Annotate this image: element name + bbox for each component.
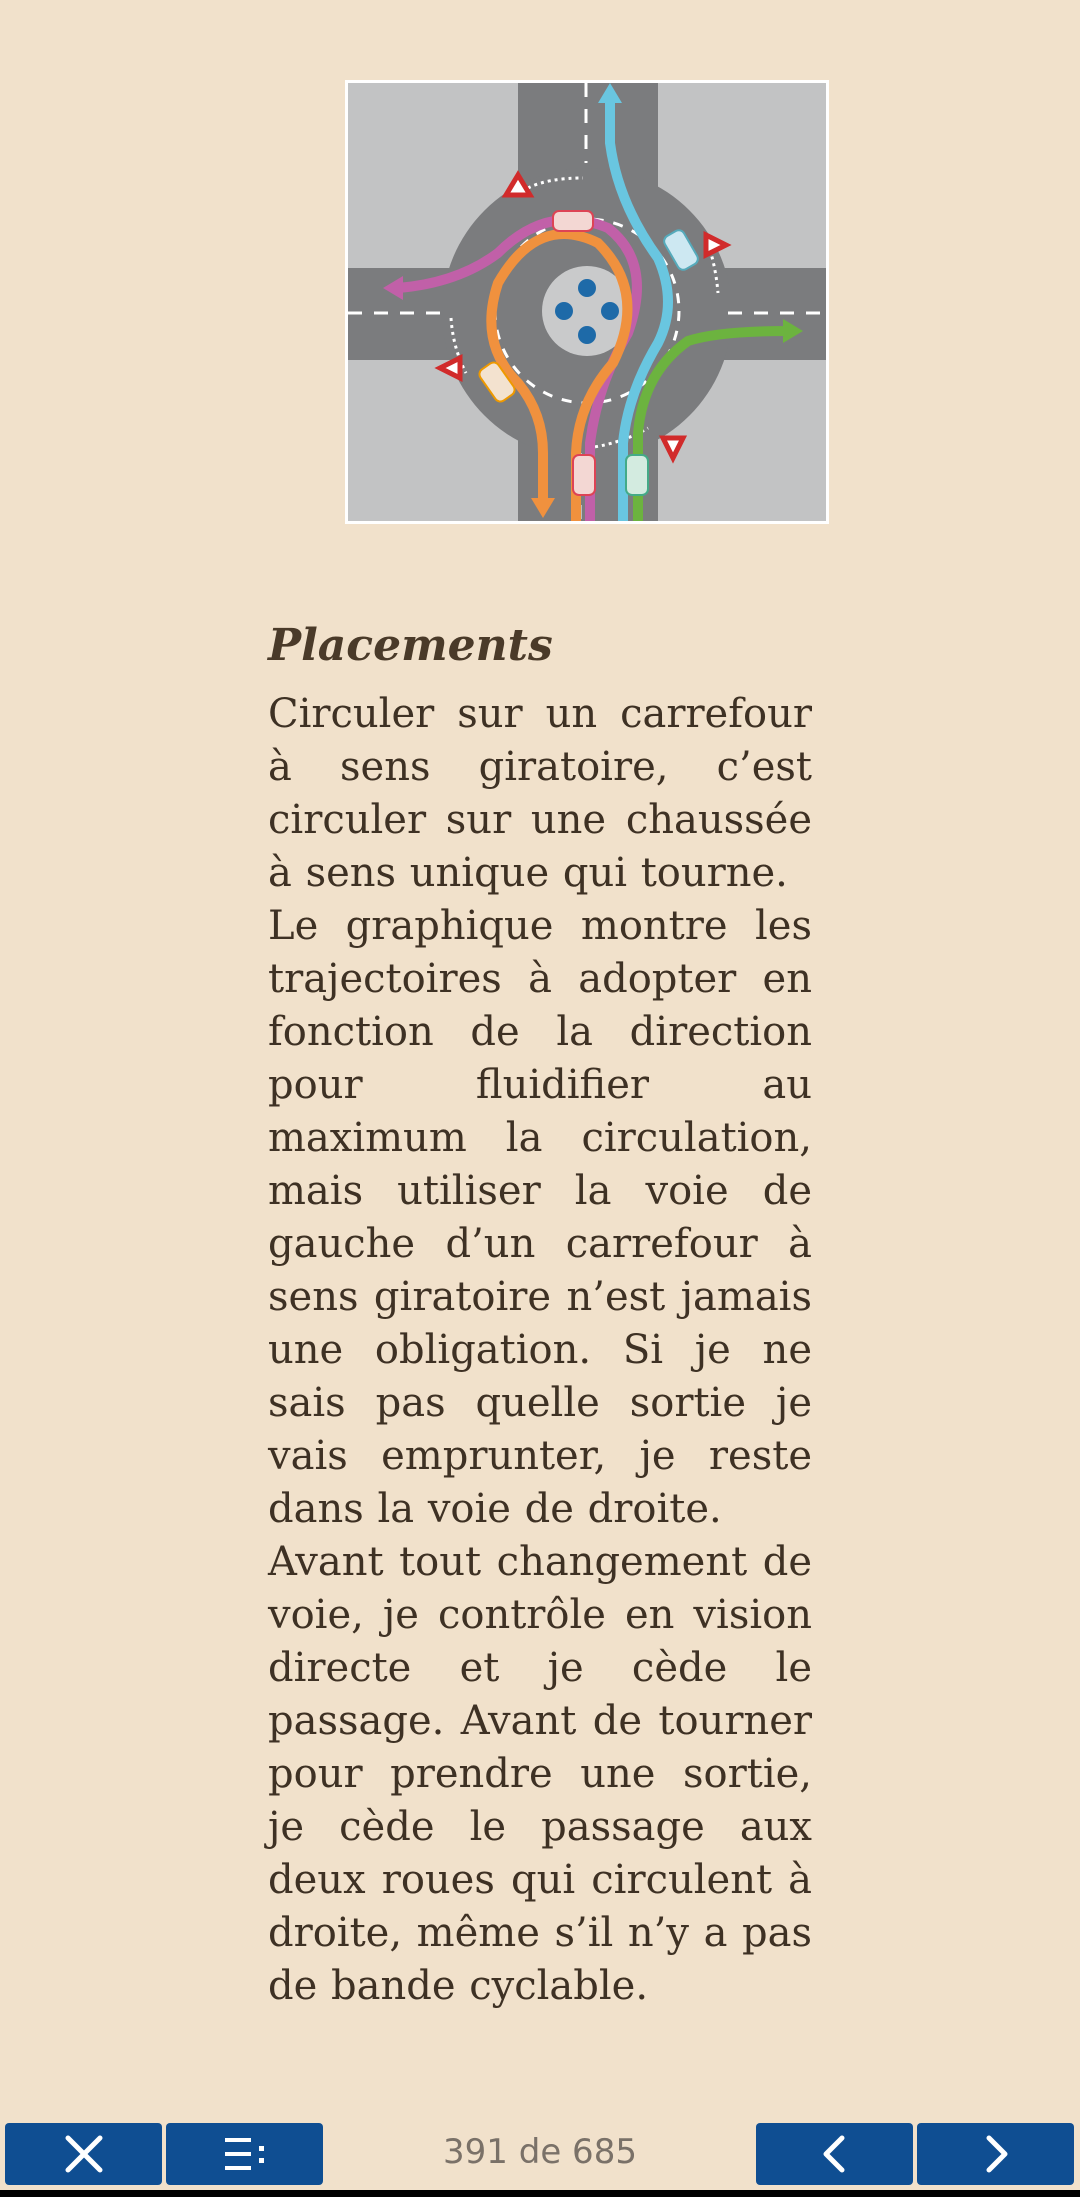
article-paragraph: Avant tout changement de voie, je contrôle en vision directe et je cède le passage. Avant de tourner pour prendre une sortie, je cède le passage aux deux roues qui circulent à droite, même s’il n’y a pas de bande cyclable. (268, 1539, 812, 2009)
article-paragraph: Le graphique montre les trajectoires à adopter en fonction de la direction pour fluidifier au maximum la circulation, mais utiliser la voie de gauche d’un carrefour à sens giratoire n’est jamais une obligation. Si je ne sais pas quelle sortie je vais emprunter, je reste dans la voie de droite. (268, 903, 812, 1532)
bottom-navigation-bar (0, 2120, 1080, 2197)
article-paragraph: Circuler sur un carrefour à sens giratoire, c’est circuler sur une chaussée à sens unique qui tourne. (268, 691, 812, 896)
previous-page-button[interactable] (756, 2123, 913, 2185)
close-button[interactable] (5, 2123, 162, 2185)
table-of-contents-button[interactable] (166, 2123, 323, 2185)
page-counter: 391 de 685 (443, 2132, 637, 2172)
system-bar-edge (0, 2190, 1080, 2197)
article-heading: Placements (268, 620, 553, 671)
close-icon (64, 2134, 104, 2174)
chevron-left-icon (820, 2134, 850, 2174)
article-content (268, 616, 812, 2013)
table-of-contents-icon (223, 2134, 267, 2174)
next-page-button[interactable] (917, 2123, 1074, 2185)
roundabout-diagram-icon (348, 83, 826, 521)
chevron-right-icon (981, 2134, 1011, 2174)
roundabout-figure (345, 80, 829, 524)
